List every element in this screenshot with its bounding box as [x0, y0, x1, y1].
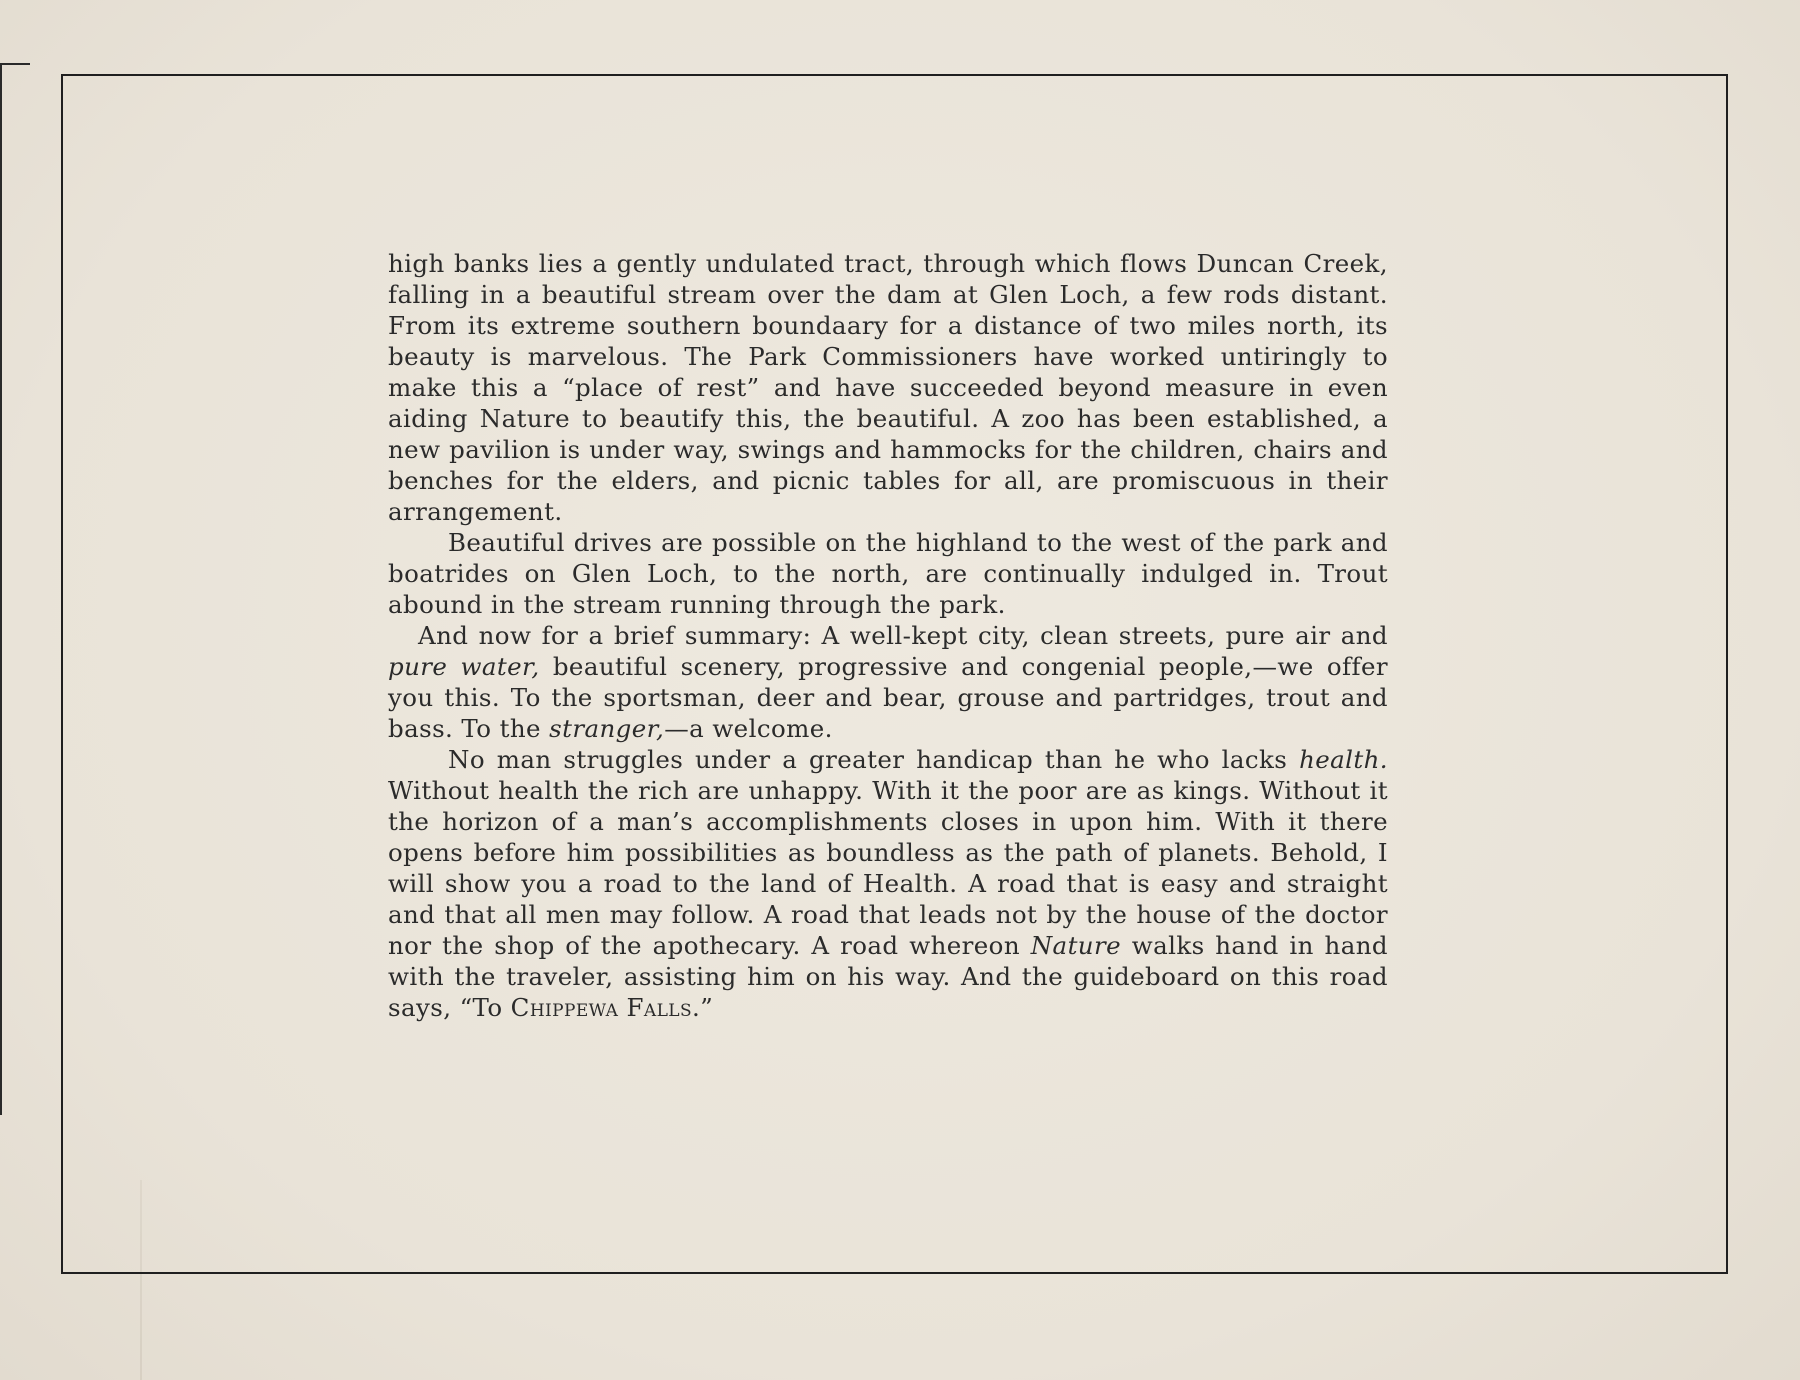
- health-emphasis-health: health.: [1299, 745, 1388, 774]
- adjacent-page-edge-left: [0, 65, 2, 1115]
- summary-text-2: beautiful scenery, progressive and congenial people,—we offer you this. To the sportsman, deer and bear, grouse and partridges, trout and bass. To the: [388, 652, 1388, 743]
- summary-text-3: —a welcome.: [664, 714, 833, 743]
- paragraph-health: [388, 744, 1388, 1023]
- health-text-2: Without health the rich are unhappy. With it the poor are as kings. Without it the horizon of a man’s accomplishments closes in upon him. With it there opens before him possibilities as boundless as the path of planets. Behold, I will show you a road to the land of Health. A road that is easy and straight and that all men may follow. A road that leads not by the house of the doctor nor the shop of the apothecary. A road whereon: [388, 776, 1388, 960]
- summary-emphasis-pure-water: pure water,: [388, 652, 540, 681]
- body-text: [388, 248, 1388, 1023]
- health-emphasis-nature: Nature: [1030, 931, 1121, 960]
- paragraph-drives: [388, 527, 1388, 620]
- health-text-1: No man struggles under a greater handicap than he who lacks: [448, 745, 1300, 774]
- health-text-3: walks hand in hand with the traveler, assisting him on his way. And the guideboard on this road says, “To: [388, 931, 1388, 1022]
- paragraph-park: [388, 248, 1388, 527]
- adjacent-page-edge-top: [0, 63, 30, 65]
- paragraph-summary: [388, 620, 1388, 744]
- health-closing-quote: ”: [700, 993, 714, 1022]
- health-place-name: Chippewa Falls.: [510, 993, 701, 1022]
- paragraph-drives-text: Beautiful drives are possible on the highland to the west of the park and boatrides on Glen Loch, to the north, are continually indulged in. Trout abound in the stream running through the park.: [388, 528, 1388, 619]
- summary-emphasis-stranger: stranger,: [549, 714, 665, 743]
- summary-text-1: And now for a brief summary: A well-kept city, clean streets, pure air and: [418, 621, 1388, 650]
- paragraph-park-text: high banks lies a gently undulated tract, through which flows Duncan Creek, falling in a beautiful stream over the dam at Glen Loch, a few rods distant. From its extreme southern boundaary for a distance of two miles north, its beauty is marvelous. The Park Commissioners have worked untiringly to make this a “place of rest” and have succeeded beyond measure in even aiding Nature to beautify this, the beautiful. A zoo has been established, a new pavilion is under way, swings and hammocks for the children, chairs and benches for the elders, and picnic tables for all, are promiscuous in their arrangement.: [388, 249, 1388, 526]
